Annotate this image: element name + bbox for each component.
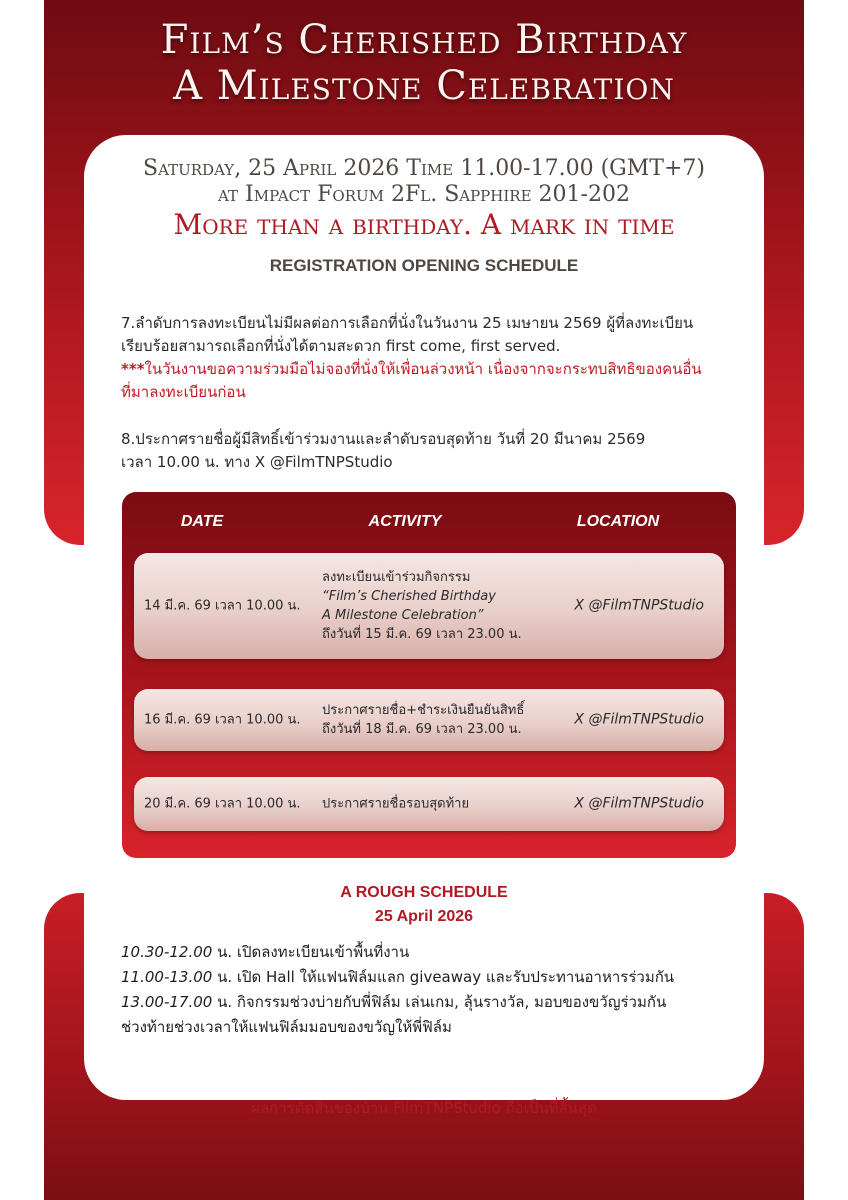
row-activity xyxy=(322,795,469,814)
activity-line: ประกาศรายชื่อ+ชำระเงินยืนยันสิทธิ์ xyxy=(322,703,525,718)
activity-line: ถึงวันที่ 15 มี.ค. 69 เวลา 23.00 น. xyxy=(322,627,522,642)
item8-line: 8.ประกาศรายชื่อผู้มีสิทธิ์เข้าร่วมงานและลำดับรอบสุดท้าย วันที่ 20 มีนาคม 2569 xyxy=(121,430,646,448)
schedule-time: 13.00-17.00 xyxy=(121,993,213,1011)
note-text: ในวันงานขอความร่วมมือไม่จองที่นั่งให้เพื่อนล่วงหน้า เนื่องจากจะกระทบสิทธิของคนอื่น xyxy=(144,360,702,378)
row-activity xyxy=(322,701,524,739)
activity-line: “Film’s Cherished Birthday xyxy=(322,589,496,604)
schedule-line xyxy=(121,990,741,1015)
activity-line: ถึงวันที่ 18 มี.ค. 69 เวลา 23.00 น. xyxy=(322,722,522,737)
row-date: 20 มี.ค. 69 เวลา 10.00 น. xyxy=(144,796,301,812)
schedule-line xyxy=(121,940,741,965)
table-row xyxy=(134,689,724,751)
schedule-line xyxy=(121,965,741,990)
column-header-date: DATE xyxy=(180,513,224,530)
registration-item-7 xyxy=(121,312,741,404)
schedule-text: น. เปิดลงทะเบียนเข้าพื้นที่งาน xyxy=(212,943,410,961)
item8-line: เวลา 10.00 น. ทาง X @FilmTNPStudio xyxy=(121,453,393,471)
row-location: X @FilmTNPStudio xyxy=(574,795,704,812)
registration-heading: REGISTRATION OPENING SCHEDULE xyxy=(269,256,579,275)
schedule-line xyxy=(121,1015,741,1040)
table-row xyxy=(134,777,724,831)
event-tagline: More than a birthday. A mark in time xyxy=(173,208,675,241)
registration-item-8 xyxy=(121,428,741,474)
row-activity xyxy=(322,568,522,644)
rough-schedule-heading: A ROUGH SCHEDULE xyxy=(340,884,508,901)
schedule-time: 11.00-13.00 xyxy=(121,968,213,986)
row-date: 16 มี.ค. 69 เวลา 10.00 น. xyxy=(144,712,301,728)
column-header-activity: ACTIVITY xyxy=(368,513,442,530)
activity-line: ประกาศรายชื่อรอบสุดท้าย xyxy=(322,796,470,812)
schedule-time: 10.30-12.00 xyxy=(121,943,213,961)
item7-note-line: ที่มาลงทะเบียนก่อน xyxy=(121,383,246,401)
schedule-text: น. เปิด Hall ให้แฟนฟิล์มแลก giveaway และรับประทานอาหารร่วมกัน xyxy=(212,968,675,986)
item7-line: 7.ลำดับการลงทะเบียนไม่มีผลต่อการเลือกที่นั่งในวันงาน 25 เมษายน 2569 ผู้ที่ลงทะเบียน xyxy=(121,314,694,332)
schedule-text: ช่วงท้ายช่วงเวลาให้แฟนฟิล์มมอบของขวัญให้พี่ฟิล์ม xyxy=(121,1018,452,1036)
rough-schedule-date: 25 April 2026 xyxy=(374,908,474,925)
activity-line: A Milestone Celebration” xyxy=(322,608,484,623)
row-date: 14 มี.ค. 69 เวลา 10.00 น. xyxy=(144,598,301,614)
footer-note: ผลการตัดสินของบ้าน FilmTNPStudio ถือเป็นที่สิ้นสุด xyxy=(251,1099,597,1117)
event-datetime: Saturday, 25 April 2026 Time 11.00-17.00 (GMT+7) xyxy=(143,156,705,181)
note-stars: *** xyxy=(121,360,145,378)
schedule-text: น. กิจกรรมช่วงบ่ายกับพี่ฟิล์ม เล่นเกม, ลุ้นรางวัล, มอบของขวัญร่วมกัน xyxy=(212,993,667,1011)
item7-line: เรียบร้อยสามารถเลือกที่นั่งได้ตามสะดวก first come, first served. xyxy=(121,337,561,355)
row-location: X @FilmTNPStudio xyxy=(574,711,704,728)
table-row xyxy=(134,553,724,659)
column-header-location: LOCATION xyxy=(576,513,660,530)
row-location: X @FilmTNPStudio xyxy=(574,597,704,614)
item7-note-line xyxy=(121,358,741,381)
poster-title-line2: A Milestone Celebration xyxy=(173,63,675,109)
event-venue: at Impact Forum 2Fl. Sapphire 201-202 xyxy=(218,182,630,207)
rough-schedule-list xyxy=(121,940,741,1040)
activity-line: ลงทะเบียนเข้าร่วมกิจกรรม xyxy=(322,570,471,585)
poster-title-line1: Film’s Cherished Birthday xyxy=(160,17,688,63)
